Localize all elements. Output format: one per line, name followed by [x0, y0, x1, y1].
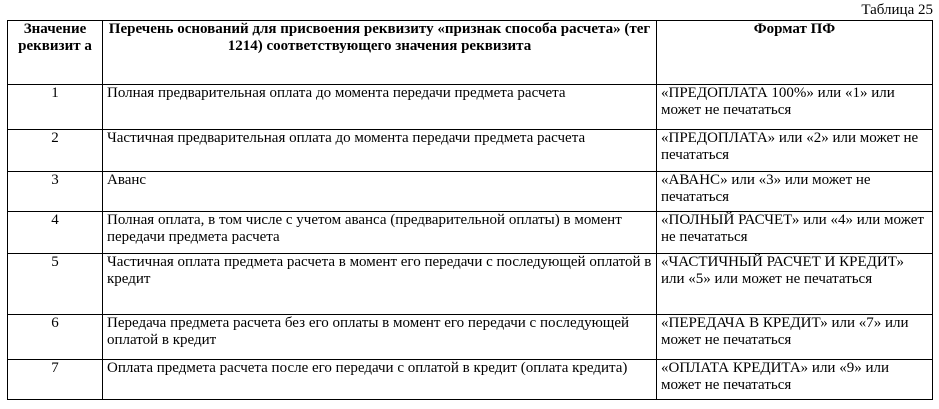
- table-row: [8, 360, 933, 400]
- table-header-row: [8, 21, 933, 85]
- table-row: [8, 254, 933, 315]
- cell-value: 2: [8, 130, 103, 172]
- cell-description: Частичная оплата предмета расчета в момент его передачи с последующей оплатой в кредит: [103, 254, 657, 315]
- cell-description: Полная предварительная оплата до момента передачи предмета расчета: [103, 85, 657, 130]
- payment-method-table: [7, 20, 933, 400]
- cell-format: «ПОЛНЫЙ РАСЧЕТ» или «4» или может не печататься: [657, 212, 933, 254]
- table-row: [8, 85, 933, 130]
- cell-format: «ПРЕДОПЛАТА 100%» или «1» или может не печататься: [657, 85, 933, 130]
- header-format: Формат ПФ: [657, 21, 933, 85]
- cell-value: 4: [8, 212, 103, 254]
- header-value: Значение реквизит а: [8, 21, 103, 85]
- table-row: [8, 172, 933, 212]
- table-caption: Таблица 25: [861, 2, 933, 18]
- cell-format: «ПРЕДОПЛАТА» или «2» или может не печататься: [657, 130, 933, 172]
- cell-description: Полная оплата, в том числе с учетом аванса (предварительной оплаты) в момент передачи предмета расчета: [103, 212, 657, 254]
- table-row: [8, 212, 933, 254]
- cell-value: 3: [8, 172, 103, 212]
- header-description: Перечень оснований для присвоения реквизиту «признак способа расчета» (тег 1214) соответствующего значения реквизита: [103, 21, 657, 85]
- cell-format: «ПЕРЕДАЧА В КРЕДИТ» или «7» или может не печататься: [657, 315, 933, 360]
- cell-format: «ОПЛАТА КРЕДИТА» или «9» или может не печататься: [657, 360, 933, 400]
- cell-description: Частичная предварительная оплата до момента передачи предмета расчета: [103, 130, 657, 172]
- cell-description: Аванс: [103, 172, 657, 212]
- cell-description: Оплата предмета расчета после его передачи с оплатой в кредит (оплата кредита): [103, 360, 657, 400]
- cell-format: «АВАНС» или «3» или может не печататься: [657, 172, 933, 212]
- cell-value: 7: [8, 360, 103, 400]
- cell-value: 6: [8, 315, 103, 360]
- cell-format: «ЧАСТИЧНЫЙ РАСЧЕТ И КРЕДИТ» или «5» или может не печататься: [657, 254, 933, 315]
- cell-value: 1: [8, 85, 103, 130]
- table-row: [8, 315, 933, 360]
- cell-value: 5: [8, 254, 103, 315]
- table-row: [8, 130, 933, 172]
- cell-description: Передача предмета расчета без его оплаты в момент его передачи с последующей оплатой в кредит: [103, 315, 657, 360]
